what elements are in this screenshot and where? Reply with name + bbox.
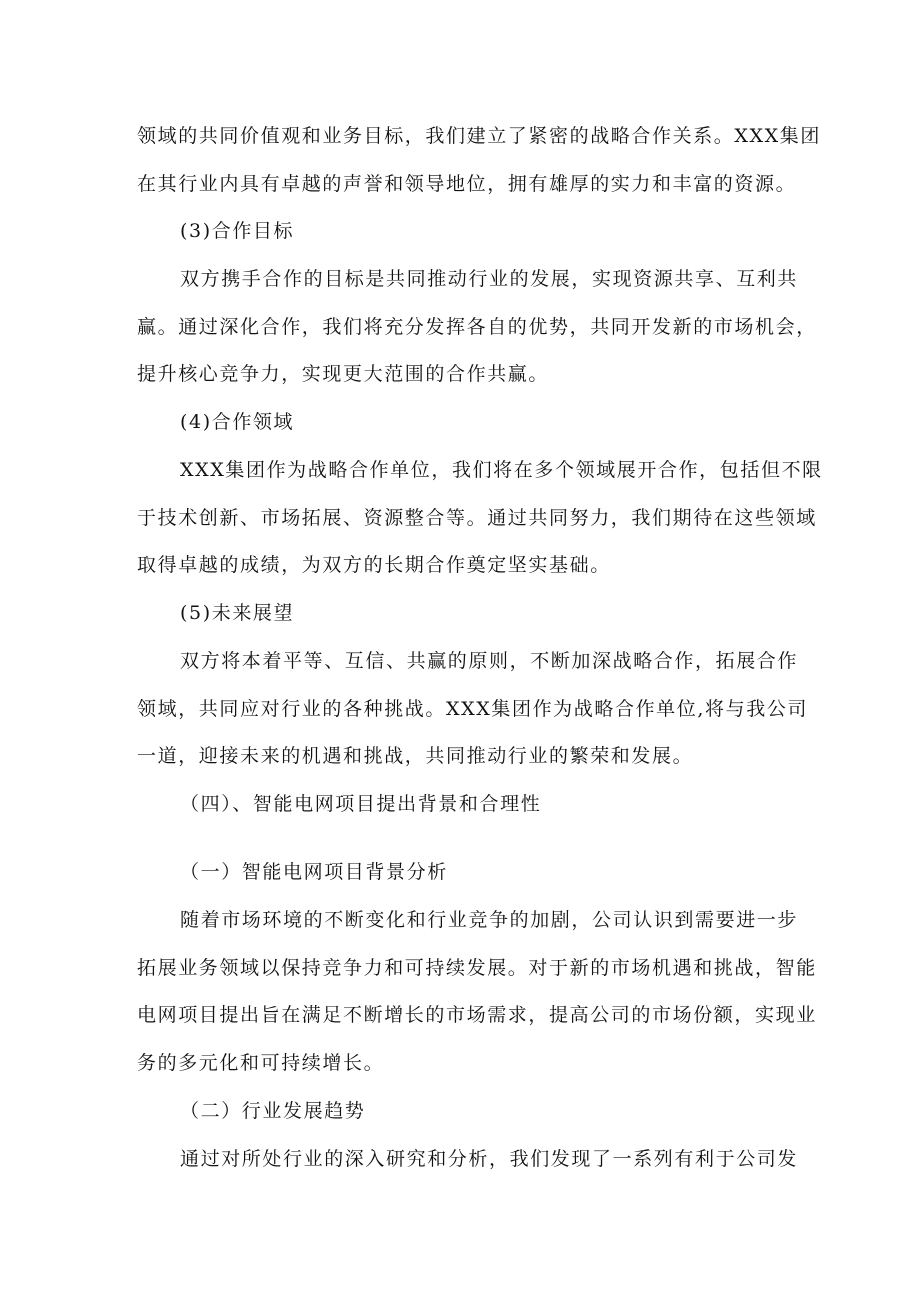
- paragraph-background-line-1: 随着市场环境的不断变化和行业竞争的加剧，公司认识到需要进一步: [180, 909, 799, 931]
- section-heading-smart-grid: （四）、智能电网项目提出背景和合理性: [180, 793, 542, 815]
- heading-future-outlook: (5)未来展望: [180, 602, 295, 624]
- paragraph-partnership-line-1: 领域的共同价值观和业务目标，我们建立了紧密的战略合作关系。XXX集团: [137, 125, 821, 147]
- paragraph-outlook-line-1: 双方将本着平等、互信、共赢的原则，不断加深战略合作，拓展合作: [180, 650, 799, 672]
- paragraph-partnership-line-2: 在其行业内具有卓越的声誉和领导地位，拥有雄厚的实力和丰富的资源。: [137, 173, 797, 195]
- subsection-heading-industry-trends: （二）行业发展趋势: [180, 1100, 366, 1122]
- paragraph-goals-line-2: 赢。通过深化合作，我们将充分发挥各自的优势，共同开发新的市场机会，: [137, 316, 817, 338]
- paragraph-fields-line-2: 于技术创新、市场拓展、资源整合等。通过共同努力，我们期待在这些领域: [137, 507, 817, 529]
- paragraph-background-line-3: 电网项目提出旨在满足不断增长的市场需求，提高公司的市场份额，实现业: [137, 1004, 817, 1026]
- paragraph-goals-line-1: 双方携手合作的目标是共同推动行业的发展，实现资源共享、互利共: [180, 268, 799, 290]
- paragraph-background-line-2: 拓展业务领域以保持竞争力和可持续发展。对于新的市场机遇和挑战，智能: [137, 957, 817, 979]
- paragraph-background-line-4: 务的多元化和可持续增长。: [137, 1052, 385, 1074]
- paragraph-trends-line-1: 通过对所处行业的深入研究和分析，我们发现了一系列有利于公司发: [180, 1148, 799, 1170]
- paragraph-goals-line-3: 提升核心竞争力，实现更大范围的合作共赢。: [137, 363, 550, 385]
- heading-cooperation-goals: (3)合作目标: [180, 220, 295, 242]
- paragraph-fields-line-1: XXX集团作为战略合作单位，我们将在多个领域展开合作，包括但不限: [180, 459, 823, 481]
- paragraph-outlook-line-2: 领域，共同应对行业的各种挑战。XXX集团作为战略合作单位,将与我公司: [137, 698, 809, 720]
- paragraph-fields-line-3: 取得卓越的成绩，为双方的长期合作奠定坚实基础。: [137, 554, 611, 576]
- paragraph-outlook-line-3: 一道，迎接未来的机遇和挑战，共同推动行业的繁荣和发展。: [137, 745, 694, 767]
- subsection-heading-background: （一）智能电网项目背景分析: [180, 861, 448, 883]
- heading-cooperation-fields: (4)合作领域: [180, 411, 295, 433]
